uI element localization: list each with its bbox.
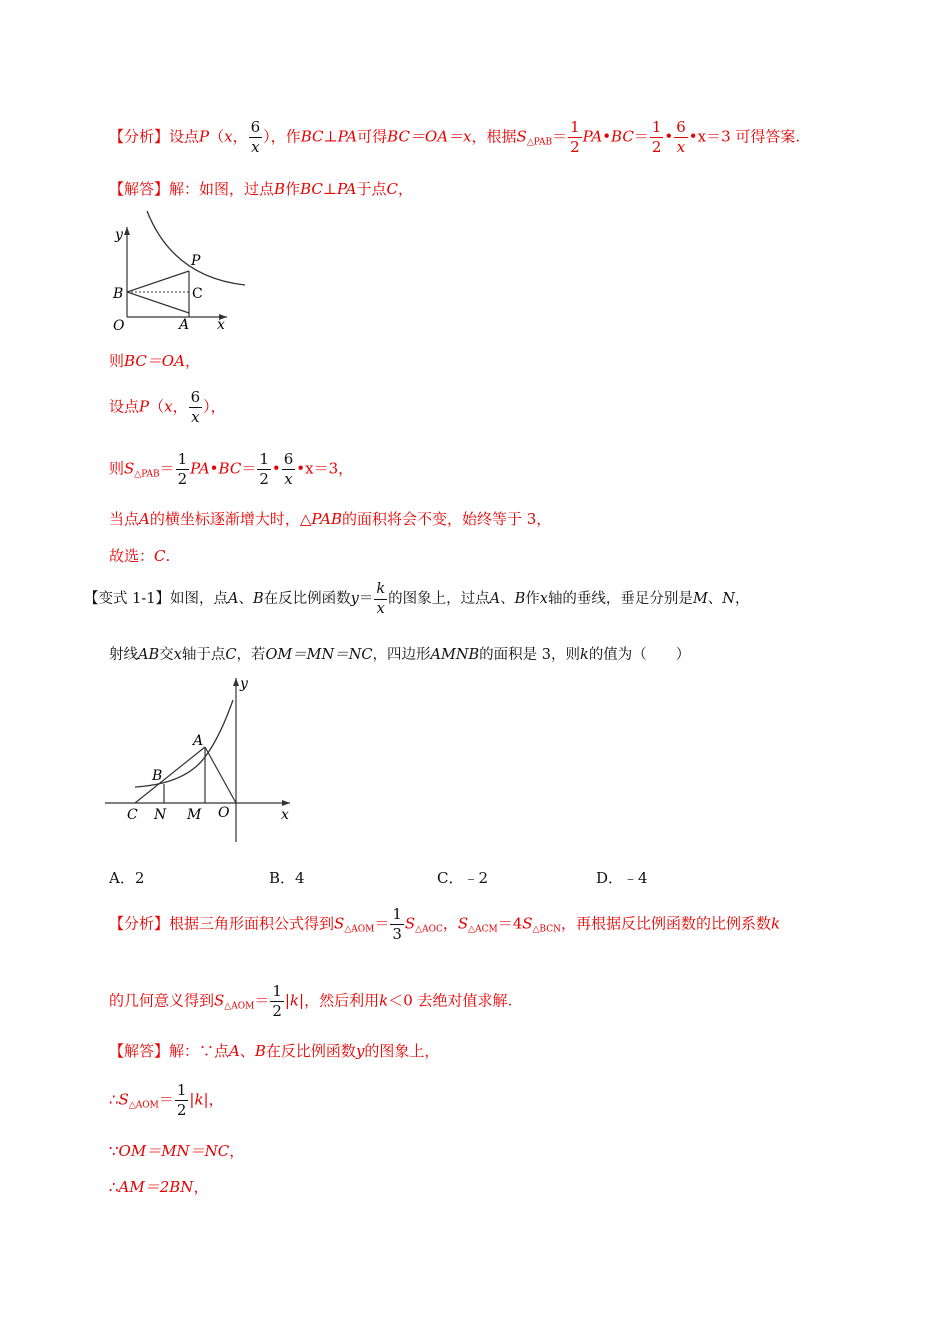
denominator: x <box>676 138 686 156</box>
text: ∴ <box>109 1178 119 1196</box>
var: A <box>139 510 150 528</box>
denominator: 2 <box>176 1101 187 1119</box>
hyperbola-curve <box>147 211 245 285</box>
var: M <box>692 591 708 607</box>
var: B <box>514 591 526 607</box>
var: S <box>522 914 533 933</box>
text: ＝ <box>254 991 270 1010</box>
expr: OM＝MN＝NC <box>118 1142 230 1160</box>
text: 如图，点 <box>169 591 228 607</box>
y-axis-arrow <box>124 227 130 235</box>
label-N: N <box>154 807 167 823</box>
text: 可得 <box>357 127 388 146</box>
numerator: 1 <box>392 905 402 923</box>
var: B <box>274 180 286 198</box>
text: ＝ <box>241 459 257 478</box>
text: 、 <box>707 591 723 607</box>
var: x <box>224 127 233 146</box>
option-a[interactable]: A．2 <box>109 869 145 887</box>
option-d[interactable]: D．﹣4 <box>596 869 648 887</box>
text: ， <box>193 1178 209 1196</box>
text: ， <box>208 1090 224 1109</box>
text: ＝ <box>158 1090 174 1109</box>
analysis-tag: 【分析】 <box>109 127 170 146</box>
numerator: 1 <box>176 1081 187 1099</box>
label-B: B <box>152 768 163 784</box>
text: ∵ <box>109 1142 119 1160</box>
fraction <box>249 120 263 155</box>
fraction <box>568 120 582 155</box>
fraction <box>674 120 688 155</box>
subscript: △PAB <box>134 469 160 480</box>
text: 的面积将会不变，始终等于 3， <box>341 510 552 528</box>
subscript: △AOM <box>224 1001 255 1012</box>
text: ＝ <box>159 459 175 478</box>
text: ， <box>172 397 188 416</box>
text: ，四边形 <box>372 647 431 663</box>
y-axis-arrow <box>233 678 239 686</box>
text: 射线 <box>109 647 138 663</box>
text: ， <box>232 127 248 146</box>
denominator: x <box>376 600 385 617</box>
var: PAB <box>311 510 342 528</box>
text: ），作 <box>263 127 301 146</box>
option-c[interactable]: C．﹣2 <box>437 869 489 887</box>
text: ， <box>398 180 414 198</box>
var: N <box>722 591 735 607</box>
text: 当点 <box>109 510 140 528</box>
text: ，若 <box>236 647 266 663</box>
answer-tag: 【解答】 <box>109 1042 170 1060</box>
text: ，再根据反比例函数的比例系数 <box>560 914 771 933</box>
denominator: x <box>284 470 293 488</box>
fraction <box>282 452 296 487</box>
figure-1-graph <box>105 205 255 335</box>
ray-CBA <box>135 747 205 803</box>
label-B: B <box>113 286 124 302</box>
text: 故选： <box>109 547 155 565</box>
option-b[interactable]: B．4 <box>269 869 305 887</box>
var: k <box>379 991 389 1010</box>
var: x <box>173 647 182 663</box>
analysis-tag: 【分析】 <box>109 914 170 933</box>
variant-tag: 【变式 1-1】 <box>84 591 170 607</box>
var: y <box>355 1042 365 1060</box>
label-y: y <box>240 676 248 692</box>
denominator: 2 <box>177 470 188 488</box>
text: ＝ <box>374 914 390 933</box>
subscript: △AOM <box>344 924 375 935</box>
label-O: O <box>218 805 230 821</box>
text: 、 <box>239 1042 255 1060</box>
text: ， <box>229 1142 245 1160</box>
subscript: △BCN <box>532 924 561 935</box>
fraction <box>390 907 404 942</box>
text: •x＝3 可得答案. <box>688 127 801 146</box>
text: ∴ <box>109 1090 119 1109</box>
text: （ <box>149 397 165 416</box>
numerator: 1 <box>177 450 188 468</box>
text: 则 <box>109 352 125 370</box>
fraction <box>270 984 284 1019</box>
hyperbola-curve <box>135 700 233 787</box>
text: 设点 <box>169 127 200 146</box>
var: B <box>254 1042 266 1060</box>
denominator: x <box>191 408 200 426</box>
expr: BC⊥PA <box>300 180 357 198</box>
label-P: P <box>191 253 201 269</box>
denominator: 2 <box>272 1002 282 1020</box>
text: 轴于点 <box>181 647 226 663</box>
answer-tag: 【解答】 <box>109 180 170 198</box>
analysis-2-line-1 <box>109 907 780 942</box>
var: k <box>771 914 781 933</box>
answer-1 <box>109 182 413 197</box>
var: A <box>229 1042 240 1060</box>
var: S <box>457 914 469 933</box>
text: 的值为（ ） <box>588 647 691 663</box>
label-O: O <box>113 318 125 334</box>
label-A: A <box>193 733 204 749</box>
subscript: △ACM <box>468 924 498 935</box>
text: 作 <box>285 180 301 198</box>
step-5 <box>109 549 170 564</box>
label-y: y <box>115 227 123 243</box>
fraction <box>189 390 203 425</box>
subscript: △PAB <box>526 137 553 148</box>
subscript: △AOC <box>415 924 443 935</box>
expr: BC＝OA＝x <box>387 127 472 146</box>
fraction <box>374 582 387 616</box>
step-2 <box>109 390 226 425</box>
answer-2-line-3 <box>109 1144 244 1159</box>
answer-2-line-2 <box>109 1083 224 1118</box>
text: ， <box>184 352 200 370</box>
figure-2-graph <box>105 672 305 844</box>
var: S <box>118 1090 129 1109</box>
expr: PA•BC <box>582 127 634 146</box>
var: AB <box>138 647 160 663</box>
expr: OM＝MN＝NC <box>265 647 373 663</box>
var: y <box>350 591 359 607</box>
label-A: A <box>179 317 190 333</box>
text: 作 <box>525 591 540 607</box>
var: S <box>214 991 225 1010</box>
text: 的面积是 3，则 <box>479 647 581 663</box>
step-4 <box>109 512 551 527</box>
text: 轴的垂线，垂足分别是 <box>547 591 693 607</box>
var: P <box>199 127 210 146</box>
variant-question-line-1 <box>84 582 749 616</box>
numerator: 1 <box>259 450 269 468</box>
var: A <box>227 591 239 607</box>
denominator: 3 <box>392 925 402 943</box>
analysis-2-line-2 <box>109 984 512 1019</box>
text: ＜0 去绝对值求解. <box>388 991 513 1010</box>
numerator: 6 <box>190 388 201 406</box>
text: 、 <box>238 591 253 607</box>
var: x <box>164 397 173 416</box>
var: P <box>139 397 150 416</box>
analysis-1 <box>109 120 800 155</box>
denominator: x <box>251 138 260 156</box>
numerator: 6 <box>250 118 261 136</box>
step-3 <box>109 452 353 487</box>
label-x: x <box>217 317 225 333</box>
expr: AM＝2BN <box>118 1178 194 1196</box>
fraction <box>175 1083 189 1118</box>
segment-BA <box>127 292 189 313</box>
text: ，根据 <box>471 127 517 146</box>
text: ，然后利用 <box>304 991 380 1010</box>
x-axis-arrow <box>282 800 290 806</box>
text: 于点 <box>356 180 387 198</box>
var: C <box>386 180 399 198</box>
var: AMNB <box>430 647 480 663</box>
text: 的图象上， <box>364 1042 440 1060</box>
text: 交 <box>159 647 174 663</box>
text: 解：如图，过点 <box>169 180 275 198</box>
var: x <box>539 591 548 607</box>
text: 的几何意义得到 <box>109 991 215 1010</box>
numerator: k <box>374 582 387 600</box>
var: B <box>252 591 264 607</box>
text: . <box>165 547 171 565</box>
text: 在反比例函数 <box>263 591 351 607</box>
fraction <box>176 452 190 487</box>
label-x: x <box>281 807 289 823</box>
variant-question-line-2 <box>109 648 690 663</box>
denominator: 2 <box>259 470 269 488</box>
answer-2-line-1 <box>109 1044 439 1059</box>
label-M: M <box>187 807 202 823</box>
text: ＝ <box>358 591 374 607</box>
text: ＝ <box>633 127 649 146</box>
var: A <box>489 591 501 607</box>
var: S <box>404 914 416 933</box>
expr: BC⊥PA <box>300 127 358 146</box>
label-C: C <box>192 286 203 302</box>
text: 根据三角形面积公式得到 <box>169 914 335 933</box>
text: • <box>271 459 281 478</box>
text: ， <box>442 914 458 933</box>
text: （ <box>209 127 225 146</box>
var: S <box>516 127 527 146</box>
text: 的横坐标逐渐增大时，△ <box>149 510 312 528</box>
expr: BC＝OA <box>124 352 185 370</box>
segment-BP <box>127 271 189 292</box>
fraction <box>257 452 271 487</box>
expr: PA•BC <box>190 459 242 478</box>
numerator: 6 <box>676 118 686 136</box>
text: ＝ <box>552 127 568 146</box>
numerator: 1 <box>651 118 662 136</box>
text: ， <box>734 591 750 607</box>
text: 则 <box>109 459 125 478</box>
numerator: 1 <box>570 118 580 136</box>
text: 、 <box>500 591 515 607</box>
text: 在反比例函数 <box>265 1042 356 1060</box>
label-C: C <box>127 807 138 823</box>
numerator: 6 <box>283 450 294 468</box>
step-1 <box>109 354 200 369</box>
numerator: 1 <box>272 982 282 1000</box>
expr: |k| <box>284 991 305 1010</box>
text: •x＝3， <box>296 459 354 478</box>
denominator: 2 <box>570 138 580 156</box>
fraction <box>650 120 664 155</box>
segment-AO <box>205 747 236 803</box>
text: ＝4 <box>497 914 523 933</box>
var: S <box>124 459 135 478</box>
denominator: 2 <box>651 138 662 156</box>
subscript: △AOM <box>128 1100 159 1111</box>
answer-2-line-4 <box>109 1180 208 1195</box>
var: S <box>334 914 345 933</box>
text: ）， <box>203 397 226 416</box>
text: 设点 <box>109 397 140 416</box>
var: C <box>154 547 166 565</box>
text: 的图象上，过点 <box>388 591 490 607</box>
var: k <box>580 647 589 663</box>
text: 解：∵点 <box>169 1042 230 1060</box>
expr: |k| <box>189 1090 209 1109</box>
text: • <box>664 127 674 146</box>
var: C <box>225 647 237 663</box>
